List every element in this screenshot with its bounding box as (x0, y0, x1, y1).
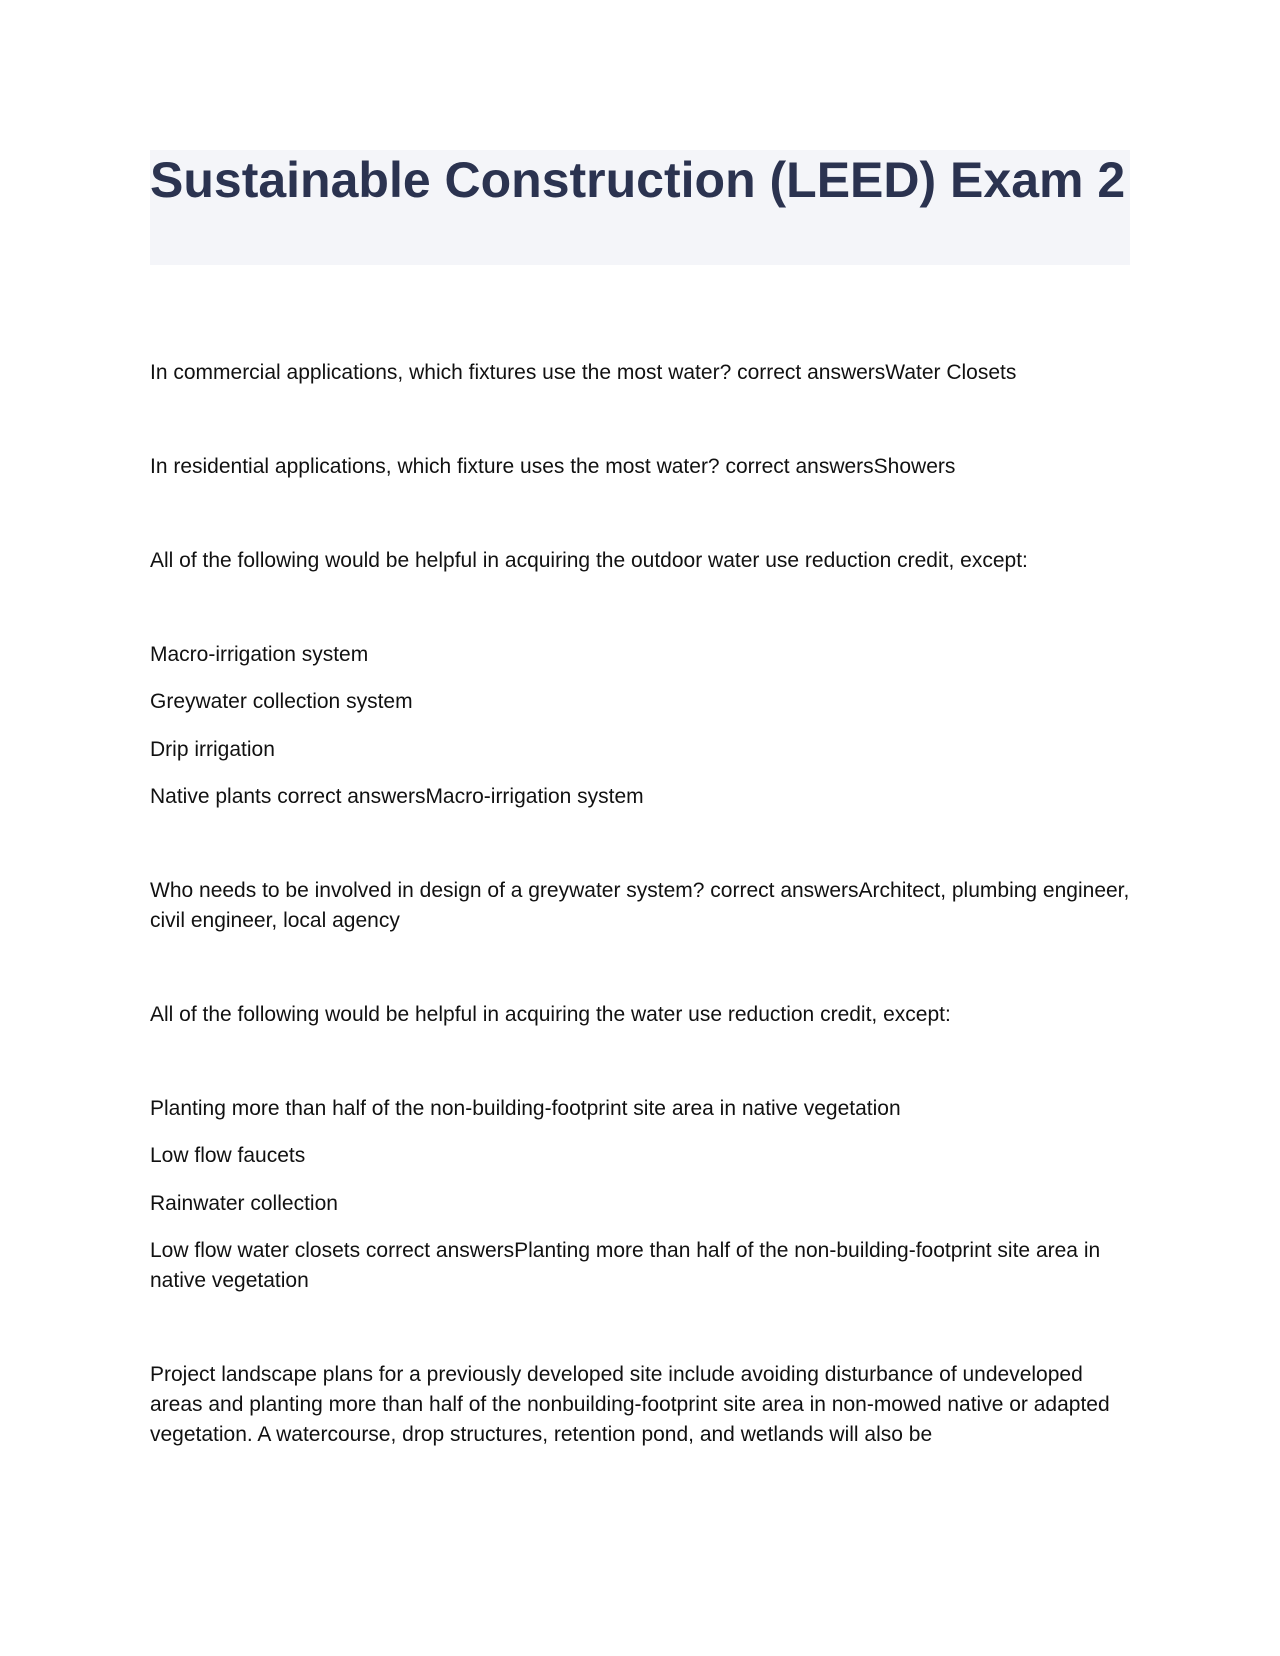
question-3: All of the following would be helpful in acquiring the outdoor water use reduction credit, except: (150, 549, 1028, 572)
question-5-option: Rainwater collection (150, 1192, 338, 1215)
question-5-option: Planting more than half of the non-building-footprint site area in native vegetation (150, 1097, 901, 1120)
question-3-option: Greywater collection system (150, 690, 413, 713)
title-block (150, 150, 1130, 265)
question-2: In residential applications, which fixture uses the most water? correct answersShowers (150, 455, 956, 478)
question-5: All of the following would be helpful in acquiring the water use reduction credit, except: (150, 1003, 951, 1026)
question-6: Project landscape plans for a previously developed site include avoiding disturbance of undeveloped areas and planting more than half of the nonbuilding-footprint site area in non-mowed native or adapted vegetation. A watercourse, drop structures, retention pond, and wetlands will also be (150, 1363, 1110, 1446)
question-1: In commercial applications, which fixtures use the most water? correct answersWater Closets (150, 361, 1017, 384)
question-5-option: Low flow faucets (150, 1144, 306, 1167)
question-3-option: Macro-irrigation system (150, 643, 369, 666)
question-3-option: Native plants correct answersMacro-irrigation system (150, 785, 644, 808)
question-5-option: Low flow water closets correct answersPlanting more than half of the non-building-footprint site area in native vegetation (150, 1239, 1101, 1292)
document-title: Sustainable Construction (LEED) Exam 2 (150, 152, 1126, 208)
question-4: Who needs to be involved in design of a greywater system? correct answersArchitect, plumbing engineer, civil engineer, local agency (150, 879, 1130, 932)
question-3-option: Drip irrigation (150, 738, 275, 761)
